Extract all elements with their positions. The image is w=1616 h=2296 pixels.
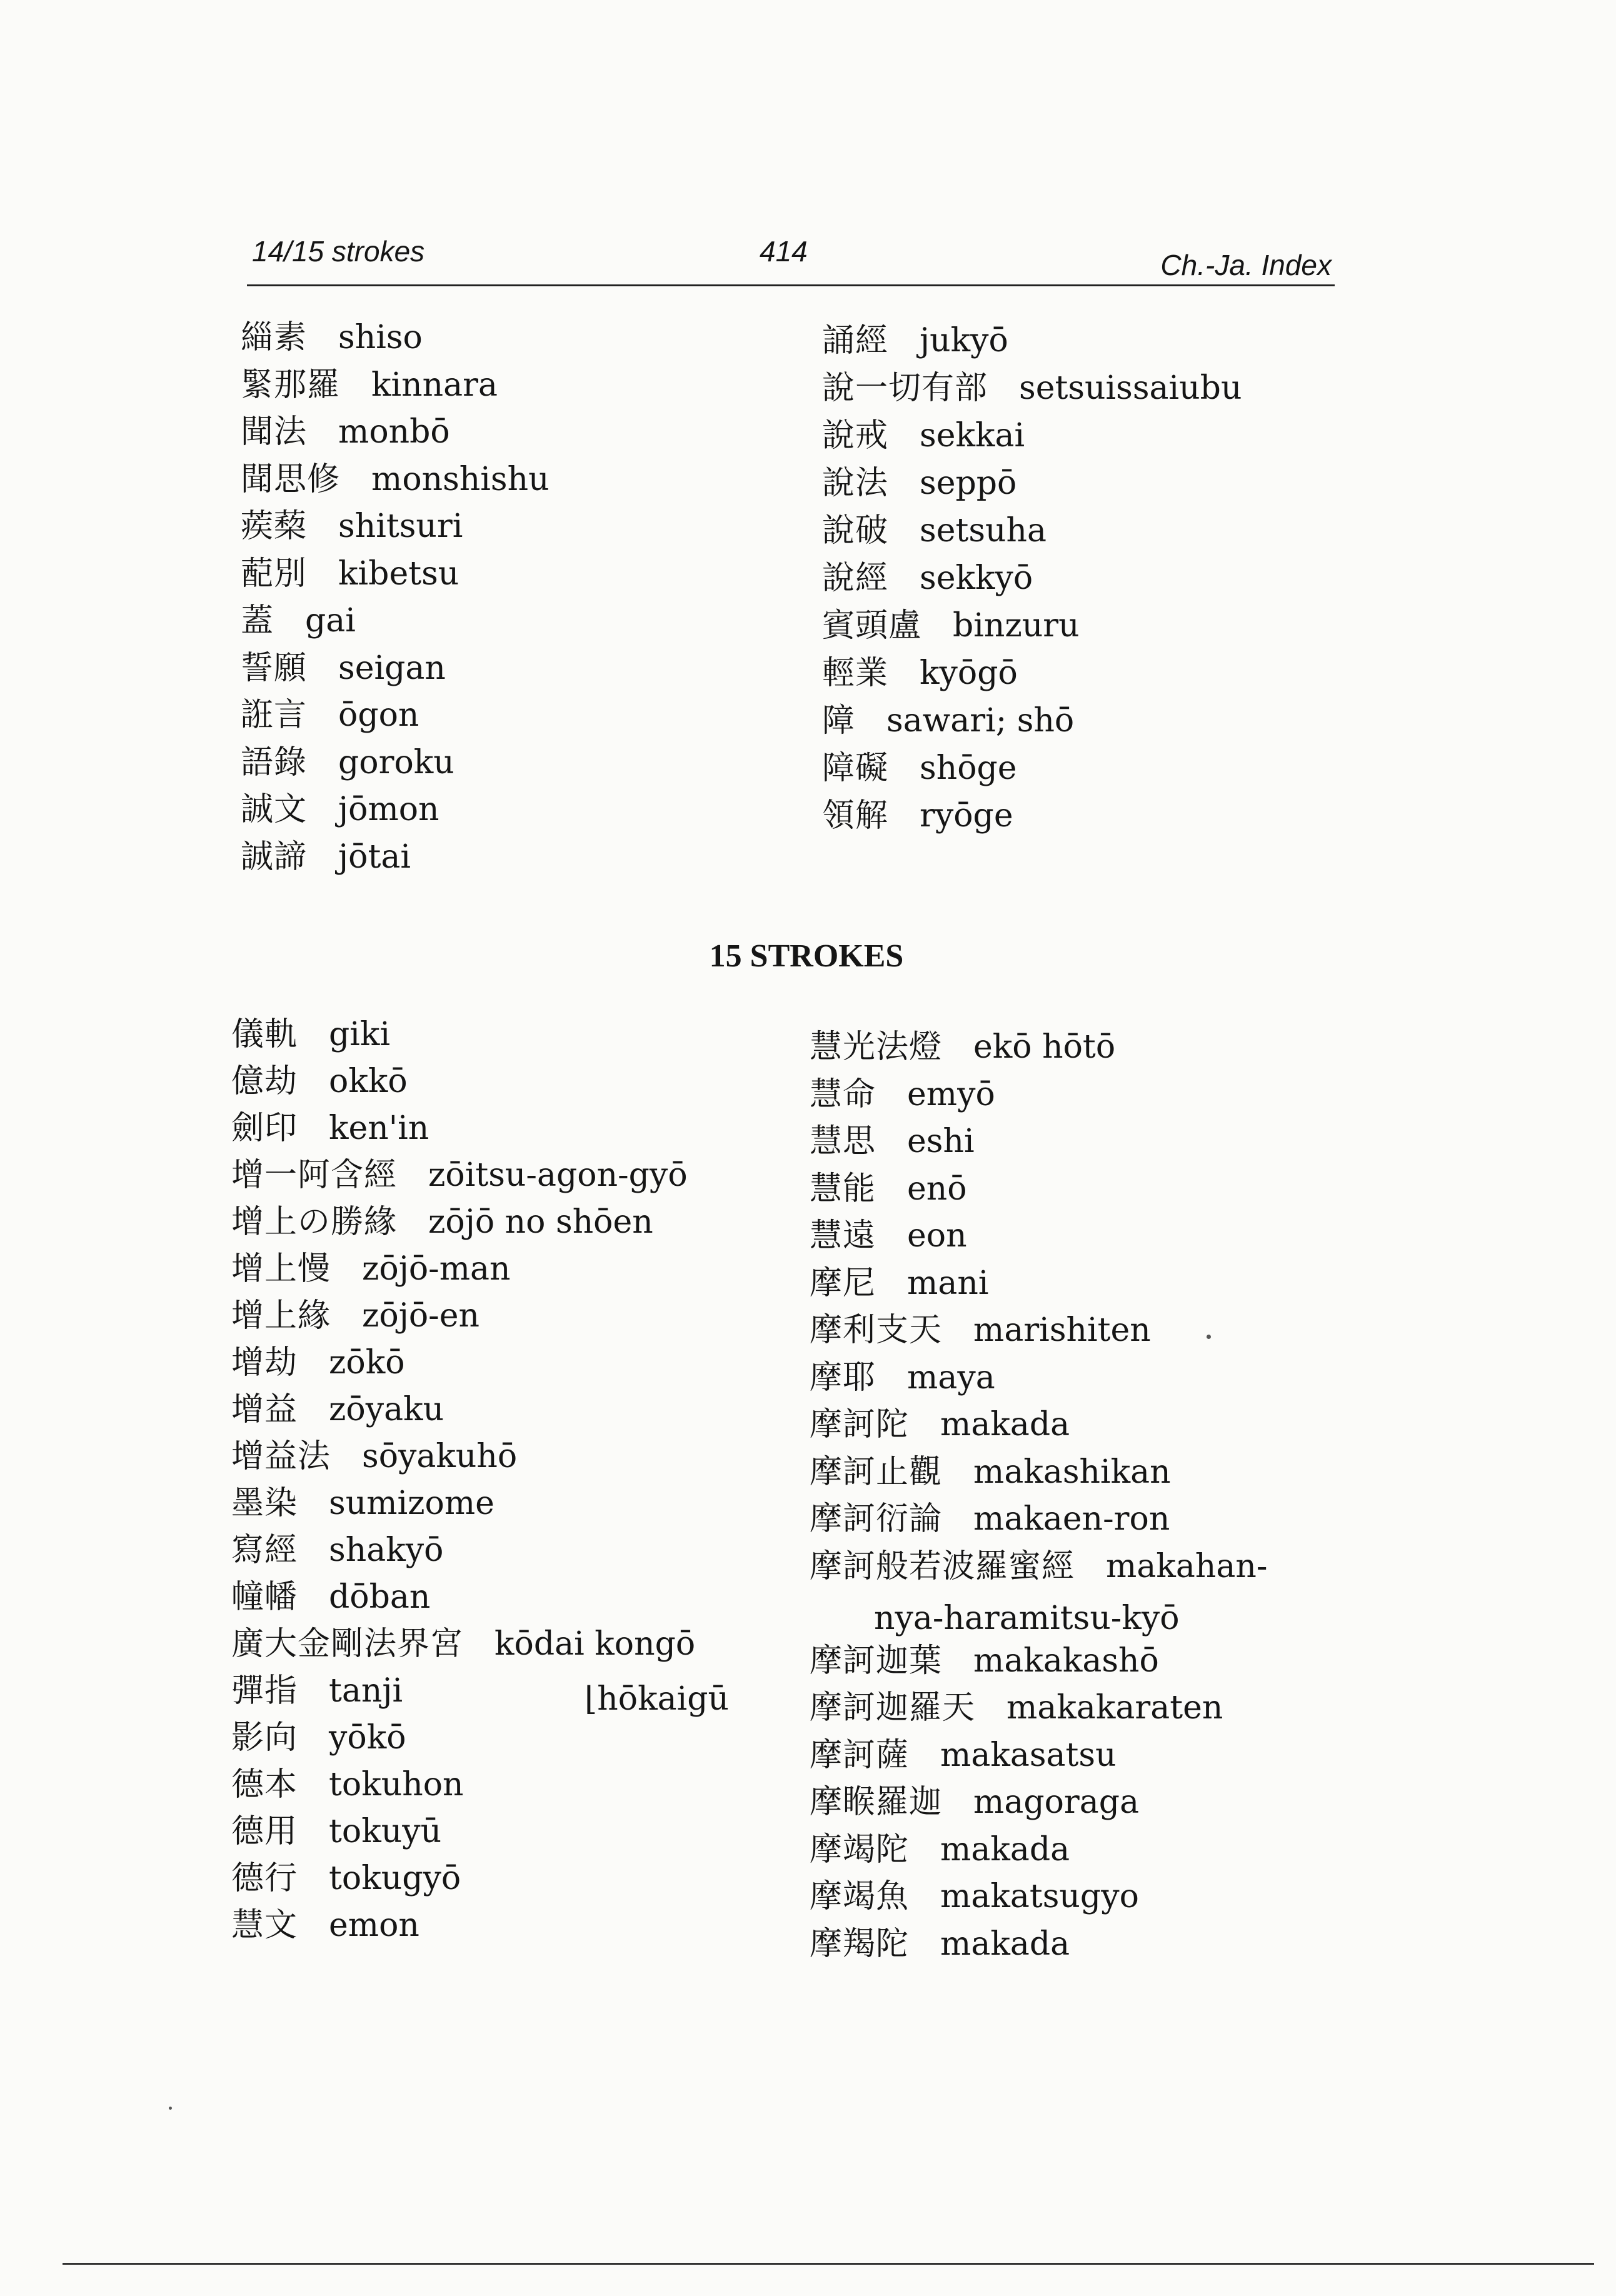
entry-kanji: 儀軌 — [231, 1016, 298, 1053]
entry-kanji: 說法 — [822, 464, 889, 502]
entry-kanji: 摩利支天 — [810, 1311, 943, 1349]
entry-romanization: eshi — [907, 1123, 975, 1160]
index-entry — [241, 744, 454, 781]
index-entry — [822, 417, 1025, 454]
entry-kanji: 蒺蔾 — [241, 508, 308, 545]
index-entry — [231, 1578, 430, 1616]
entry-kanji: 緊那羅 — [241, 366, 341, 404]
entry-romanization: binzuru — [953, 607, 1080, 644]
index-entry — [241, 319, 423, 356]
section-title: 15 STROKES — [709, 938, 904, 974]
entry-romanization: shitsuri — [338, 508, 463, 545]
entry-kanji: 說經 — [822, 559, 889, 597]
index-entry — [231, 1297, 479, 1335]
entry-kanji: 德行 — [231, 1860, 298, 1897]
entry-romanization: marishiten — [973, 1311, 1151, 1349]
index-entry — [231, 1672, 403, 1710]
index-entry — [822, 369, 1242, 407]
entry-kanji: 影向 — [231, 1719, 298, 1757]
entry-kanji: 慧光法燈 — [810, 1028, 943, 1066]
index-entry — [810, 1689, 1223, 1727]
index-entry — [231, 1063, 408, 1100]
entry-kanji: 誠諦 — [241, 838, 308, 876]
entry-romanization: makada — [940, 1830, 1070, 1868]
index-entry — [241, 366, 498, 404]
index-entry — [810, 1406, 1070, 1443]
index-entry — [822, 702, 1074, 739]
entry-kanji: 蓜別 — [241, 554, 308, 593]
entry-romanization: seppō — [920, 464, 1017, 502]
entry-kanji: 聞法 — [241, 413, 308, 451]
index-entry — [231, 1203, 653, 1241]
entry-romanization: giki — [329, 1016, 391, 1053]
index-entry — [822, 797, 1013, 835]
entry-kanji: 劍印 — [231, 1110, 298, 1147]
entry-kanji: 誦經 — [822, 322, 889, 359]
entry-romanization: tokuyū — [329, 1813, 442, 1850]
index-entry — [822, 559, 1033, 597]
entry-romanization: sekkyō — [920, 559, 1033, 597]
entry-kanji: 德本 — [231, 1766, 298, 1803]
entry-kanji: 增益法 — [231, 1438, 331, 1475]
entry-kanji: 說一切有部 — [822, 369, 988, 407]
entry-kanji: 說破 — [822, 512, 889, 549]
index-entry — [231, 1485, 494, 1522]
entry-kanji: 廣大金剛法界宮 — [231, 1625, 464, 1663]
entry-kanji: 增益 — [231, 1391, 298, 1428]
entry-romanization: sōyakuhō — [362, 1438, 518, 1475]
index-entry — [231, 1110, 429, 1147]
entry-kanji: 障礙 — [822, 749, 889, 787]
entry-kanji: 輕業 — [822, 654, 889, 692]
index-entry — [822, 512, 1046, 549]
header-stroke-range: 14/15 strokes — [252, 235, 425, 268]
index-entry — [810, 1783, 1139, 1821]
entry-kanji: 摩耶 — [810, 1358, 876, 1396]
entry-romanization: makakashō — [973, 1642, 1159, 1680]
index-entry — [810, 1123, 975, 1160]
entry-romanization: tokuhon — [329, 1766, 464, 1803]
entry-kanji: 慧文 — [231, 1907, 298, 1944]
entry-romanization: mani — [907, 1264, 989, 1302]
index-entry — [810, 1028, 1115, 1066]
entry-romanization: setsuha — [920, 512, 1047, 549]
entry-romanization: zōjō-en — [362, 1297, 479, 1335]
entry-romanization: dōban — [329, 1578, 431, 1616]
index-entry — [231, 1907, 419, 1944]
entry-kanji: 墨染 — [231, 1485, 298, 1522]
entry-romanization: kyōgō — [920, 654, 1018, 692]
index-entry — [231, 1719, 406, 1757]
entry-kanji: 幢幡 — [231, 1578, 298, 1616]
entry-romanization: ekō hōtō — [973, 1028, 1116, 1066]
index-entry — [810, 1831, 1070, 1868]
index-entry — [810, 1642, 1159, 1680]
entry-romanization: jōmon — [338, 791, 439, 828]
entry-kanji: 說戒 — [822, 417, 889, 454]
entry-romanization: sekkai — [920, 417, 1025, 454]
index-entry — [810, 1170, 967, 1208]
entry-romanization: ōgon — [338, 696, 419, 734]
entry-kanji: 摩訶般若波羅蜜經 — [810, 1547, 1075, 1585]
entry-kanji: 摩訶陀 — [810, 1406, 910, 1443]
entry-romanization: zōitsu-agon-gyō — [428, 1156, 688, 1194]
entry-kanji: 摩睺羅迦 — [810, 1783, 943, 1821]
index-entry — [231, 1156, 688, 1194]
index-entry — [231, 1250, 511, 1288]
index-entry — [810, 1548, 1267, 1585]
entry-kanji: 摩訶衍論 — [810, 1500, 943, 1538]
entry-romanization: kibetsu — [338, 554, 459, 593]
entry-kanji: 誓願 — [241, 649, 308, 687]
entry-kanji: 誑言 — [241, 696, 308, 734]
entry-romanization: makaen-ron — [973, 1500, 1170, 1538]
entry-kanji: 摩羯陀 — [810, 1925, 910, 1963]
entry-kanji: 蓋 — [241, 602, 274, 639]
index-entry — [231, 1016, 390, 1053]
page-number: 414 — [760, 235, 808, 268]
index-entry — [810, 1878, 1139, 1915]
page-header — [247, 234, 1332, 284]
index-entry — [810, 1265, 988, 1302]
entry-romanization: seigan — [338, 649, 446, 687]
entry-kanji: 增劫 — [231, 1344, 298, 1381]
entry-kanji: 增上の勝緣 — [231, 1203, 398, 1241]
entry-romanization: monshishu — [371, 460, 550, 498]
index-entry — [822, 607, 1080, 644]
entry-romanization: makakaraten — [1006, 1689, 1223, 1727]
index-entry — [810, 1500, 1170, 1538]
entry-romanization: shiso — [338, 319, 423, 356]
index-entry — [241, 791, 439, 828]
entry-romanization: emon — [329, 1907, 419, 1944]
index-entry — [231, 1860, 461, 1897]
index-entry — [822, 654, 1018, 692]
entry-kanji: 摩竭魚 — [810, 1878, 910, 1915]
index-entry — [241, 696, 419, 734]
index-entry — [241, 461, 550, 498]
entry-kanji: 寫經 — [231, 1532, 298, 1569]
entry-kanji: 摩訶迦葉 — [810, 1642, 943, 1680]
entry-romanization: jōtai — [338, 838, 411, 876]
entry-romanization: gai — [305, 602, 356, 639]
entry-kanji: 聞思修 — [241, 460, 341, 498]
entry-romanization: zōjō no shōen — [428, 1203, 653, 1241]
entry-kanji: 彈指 — [231, 1672, 298, 1710]
entry-romanization: makatsugyo — [940, 1878, 1139, 1915]
entry-kanji: 領解 — [822, 797, 889, 835]
index-entry — [231, 1625, 695, 1663]
index-entry — [810, 1925, 1070, 1963]
index-entry — [822, 749, 1017, 787]
entry-romanization: zōyaku — [329, 1391, 444, 1428]
entry-romanization: eon — [907, 1217, 967, 1255]
index-entry — [810, 1217, 967, 1255]
entry-romanization: enō — [907, 1170, 967, 1208]
index-entry — [810, 1359, 995, 1396]
entry-kanji: 德用 — [231, 1813, 298, 1850]
entry-romanization: ken'in — [329, 1110, 429, 1147]
continuation-line-right: nya-haramitsu-kyō — [874, 1600, 1180, 1637]
entry-kanji: 摩訶迦羅天 — [810, 1689, 976, 1727]
entry-romanization: sumizome — [329, 1485, 494, 1522]
entry-kanji: 增上慢 — [231, 1250, 331, 1288]
entry-kanji: 緇素 — [241, 319, 308, 356]
index-entry — [231, 1813, 441, 1850]
entry-romanization: jukyō — [920, 322, 1008, 359]
continuation-line-left: ⌊hōkaigū — [585, 1680, 730, 1718]
entry-romanization: shakyō — [329, 1532, 444, 1569]
entry-kanji: 慧遠 — [810, 1217, 876, 1255]
entry-kanji: 億劫 — [231, 1063, 298, 1100]
entry-romanization: monbō — [338, 413, 450, 451]
entry-romanization: zōjō-man — [362, 1250, 511, 1288]
entry-kanji: 增一阿含經 — [231, 1156, 398, 1194]
index-entry — [241, 649, 446, 687]
entry-romanization: shōge — [920, 749, 1017, 787]
index-entry — [241, 602, 356, 639]
index-entry — [241, 508, 463, 545]
index-entry — [810, 1453, 1171, 1491]
entry-romanization: maya — [907, 1358, 995, 1396]
header-index-title: Ch.-Ja. Index — [1160, 249, 1332, 281]
entry-kanji: 摩訶薩 — [810, 1736, 910, 1774]
entry-romanization: yōkō — [329, 1719, 406, 1757]
entry-kanji: 障 — [822, 702, 856, 739]
index-entry — [822, 464, 1016, 502]
entry-romanization: zōkō — [329, 1344, 405, 1381]
index-entry — [241, 555, 459, 593]
entry-romanization: makashikan — [973, 1453, 1171, 1491]
entry-kanji: 增上緣 — [231, 1297, 331, 1335]
entry-romanization: setsuissaiubu — [1019, 369, 1242, 407]
entry-kanji: 摩訶止觀 — [810, 1453, 943, 1491]
entry-romanization: emyō — [907, 1075, 995, 1113]
entry-kanji: 語錄 — [241, 743, 308, 781]
index-entry — [231, 1438, 517, 1475]
entry-romanization: okkō — [329, 1063, 408, 1100]
entry-romanization: makahan- — [1106, 1547, 1268, 1585]
index-entry — [822, 322, 1008, 359]
index-entry — [241, 838, 411, 876]
index-entry — [241, 413, 450, 451]
entry-romanization: kinnara — [371, 366, 498, 404]
entry-romanization: sawari; shō — [886, 702, 1075, 739]
entry-romanization: kōdai kongō — [494, 1625, 696, 1663]
index-entry — [231, 1344, 405, 1381]
entry-kanji: 誠文 — [241, 791, 308, 828]
entry-romanization: tanji — [329, 1672, 403, 1710]
index-entry — [810, 1311, 1151, 1349]
entry-romanization: makada — [940, 1406, 1070, 1443]
index-entry — [231, 1391, 444, 1428]
entry-romanization: ryōge — [920, 797, 1013, 835]
entry-romanization: makasatsu — [940, 1736, 1117, 1774]
entry-kanji: 慧思 — [810, 1123, 876, 1160]
entry-romanization: makada — [940, 1925, 1070, 1963]
entry-romanization: tokugyō — [329, 1860, 461, 1897]
entry-kanji: 慧命 — [810, 1075, 876, 1113]
scan-speck — [169, 2107, 172, 2110]
index-entry — [810, 1737, 1117, 1774]
entry-kanji: 慧能 — [810, 1170, 876, 1208]
footer-rule — [63, 2263, 1594, 2265]
entry-romanization: goroku — [338, 743, 454, 781]
entry-kanji: 摩尼 — [810, 1264, 876, 1302]
index-entry — [810, 1076, 995, 1113]
entry-kanji: 摩竭陀 — [810, 1830, 910, 1868]
entry-romanization: magoraga — [973, 1783, 1140, 1821]
header-rule — [247, 284, 1335, 286]
entry-kanji: 賓頭盧 — [822, 607, 922, 644]
scan-speck — [1207, 1335, 1211, 1339]
index-entry — [231, 1766, 464, 1803]
index-entry — [231, 1532, 443, 1569]
